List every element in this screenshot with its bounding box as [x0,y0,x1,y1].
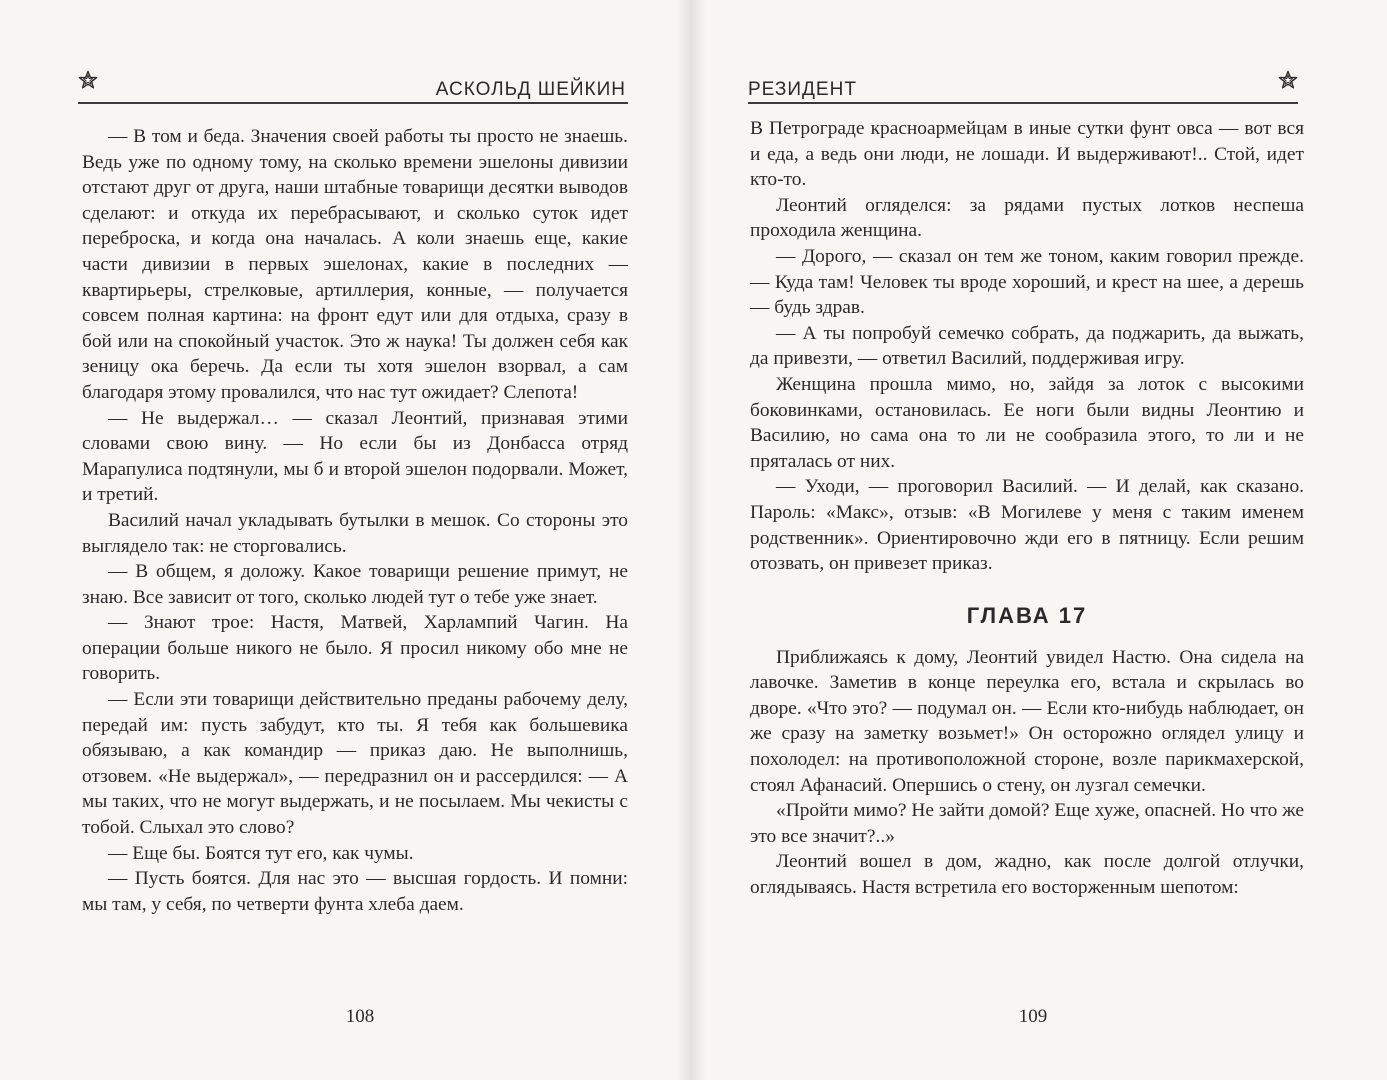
author-name: АСКОЛЬД ШЕЙКИН [435,79,626,100]
left-page-text [82,124,628,917]
paragraph: — Знают трое: Настя, Матвей, Харлампий Чагин. На операции больше никого не было. Я просил никому обо мне не говорить. [82,612,628,685]
left-running-head [78,66,628,104]
right-page-number: 109 [1018,1006,1048,1027]
paragraph: Приближаясь к дому, Леонтий увидел Настю. Она сидела на лавочке. Заметив в конце переулка его, встала и скрылась во дворе. «Что это? — подумал он. — Если кто-нибудь наблюдает, он же сразу на заметку возьмет!» Он осторожно оглядел улицу и похолодел: на противоположной стороне, возле парикмахерской, стоял Афанасий. Опершись о стену, он лузгал семечки. [750,646,1304,796]
paragraph: Женщина прошла мимо, но, зайдя за лоток с высокими боковинками, остановилась. Ее ноги были видны Леонтию и Василию, но сама она то ли не сообразила этого, то ли и не пряталась от них. [750,373,1304,472]
paragraph: — Не выдержал… — сказал Леонтий, признавая этими словами свою вину. — Но если бы из Донбасса отряд Марапулиса подтянули, мы б и второй эшелон подорвали. Может, и третий. [82,407,628,506]
paragraph: — Еще бы. Боятся тут его, как чумы. [108,842,414,864]
left-page-number: 108 [345,1006,375,1027]
paragraph: — А ты попробуй семечко собрать, да поджарить, да выжать, да привезти, — ответил Василий, поддерживая игру. [750,322,1304,370]
left-page [0,0,690,1080]
paragraph: Василий начал укладывать бутылки в мешок. Со стороны это выглядело так: не сторговались. [82,509,628,557]
paragraph: «Пройти мимо? Не зайти домой? Еще хуже, опасней. Но что же это все значит?..» [750,800,1304,847]
paragraph: — Дорого, — сказал он тем же тоном, каким говорил прежде. — Куда там! Человек ты вроде хороший, и крест на шее, а дерешь — будь здрав. [750,245,1304,319]
paragraph: — В том и беда. Значения своей работы ты просто не знаешь. Ведь уже по одному тому, на сколько времени эшелоны дивизии отстают друг от друга, наши штабные товарищи десятки выводов сделают: и откуда их перебрасывают, и сколько суток идет переброска, и когда она началась. А коли знаешь еще, какие части дивизии в первых эшелонах, какие в последних — квартирьеры, стрелковые, артиллерия, конные, — получается совсем полная картина: на фронт едут или для отдыха, сразу в бой или на спокойный участок. Это ж наука! Ты должен себя как зеницу ока беречь. Да если ты хотя эшелон взорвал, а сам благодаря этому провалился, что нас тут ожидает? Слепота! [82,126,628,403]
paragraph: — Уходи, — проговорил Василий. — И делай, как сказано. Пароль: «Макс», отзыв: «В Могилеве у меня с таким именем родственник». Ориентировочно жди его в пятницу. Если решим отозвать, он привезет приказ. [750,476,1304,575]
star-outline-icon [78,70,98,90]
paragraph: Леонтий огляделся: за рядами пустых лотков неспеша проходила женщина. [750,194,1304,242]
right-page-text [750,116,1304,901]
right-page [690,0,1387,1080]
star-outline-icon [1278,70,1298,90]
paragraph: Леонтий вошел в дом, жадно, как после долгой отлучки, оглядываясь. Настя встретила его восторженным шепотом: [750,851,1304,899]
paragraph: — В общем, я доложу. Какое товарищи решение примут, не знаю. Все зависит от того, сколько людей тут о тебе уже знает. [82,561,628,608]
paragraph: В Петрограде красноармейцам в иные сутки фунт овса — вот вся и еда, а ведь они люди, не лошади. И выдерживают!.. Стой, идет кто-то. [750,118,1304,191]
paragraph: — Пусть боятся. Для нас это — высшая гордость. И помни: мы там, у себя, по четверти фунта хлеба даем. [82,868,628,915]
chapter-heading: ГЛАВА 17 [966,602,1088,628]
book-title: РЕЗИДЕНТ [748,79,857,100]
right-running-head [748,66,1298,104]
paragraph: — Если эти товарищи действительно преданы рабочему делу, передай им: пусть забудут, кто ты. Я тебя как большевика обязываю, а как командир — приказ даю. Не выполнишь, отзовем. «Не выдержал», — передразнил он и рассердился: — А мы таких, что не могут выдержать, и не посылаем. Мы чекисты с тобой. Слыхал это слово? [82,689,628,839]
